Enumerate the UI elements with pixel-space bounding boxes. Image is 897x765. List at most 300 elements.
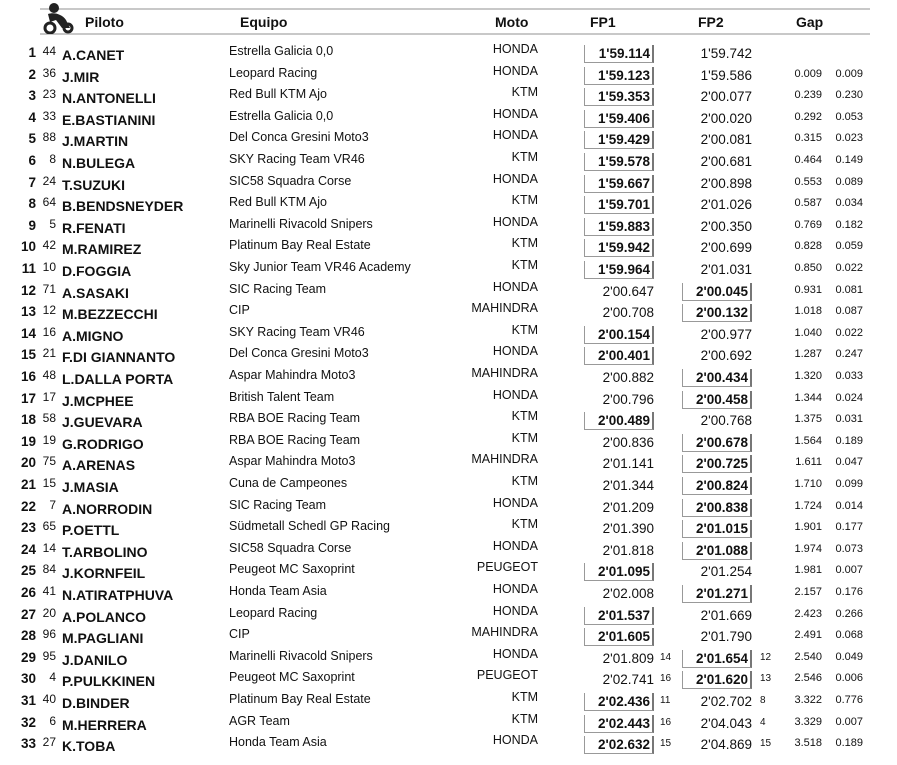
- position-cell: 19: [20, 433, 36, 449]
- gap-previous-cell: 0.023: [835, 132, 863, 145]
- fp2-time-cell: 2'01.790: [700, 629, 752, 645]
- rider-name-cell: M.RAMIREZ: [62, 241, 142, 258]
- rider-name-cell: N.ATIRATPHUVA: [62, 587, 174, 603]
- position-cell: 2: [28, 66, 36, 82]
- manufacturer-cell: HONDA: [492, 171, 538, 186]
- manufacturer-cell: MAHINDRA: [471, 301, 538, 316]
- team-cell: RBA BOE Racing Team: [229, 411, 361, 426]
- manufacturer-cell: HONDA: [492, 582, 538, 596]
- position-cell: 24: [20, 541, 36, 557]
- fp2-time-cell: 2'01.026: [700, 197, 752, 213]
- gap-previous-cell: 0.034: [835, 197, 863, 210]
- fp1-time-cell: 1'59.667: [584, 175, 654, 193]
- fp1-time-cell: 2'01.809: [602, 650, 654, 666]
- position-cell: 1: [28, 45, 36, 60]
- bike-number-cell: 65: [42, 519, 56, 534]
- header-moto: Moto: [495, 14, 529, 30]
- team-cell: Platinum Bay Real Estate: [229, 238, 371, 253]
- gap-previous-cell: 0.059: [835, 240, 863, 253]
- gap-cell: 0.009: [794, 67, 822, 80]
- bike-number-cell: 95: [42, 648, 56, 663]
- fp2-time-cell: 2'00.838: [682, 499, 752, 517]
- fp2-time-cell: 2'00.699: [700, 240, 752, 256]
- team-cell: SIC Racing Team: [229, 497, 327, 512]
- manufacturer-cell: HONDA: [492, 387, 538, 402]
- fp2-time-cell: 1'59.742: [700, 46, 752, 61]
- gap-previous-cell: 0.007: [835, 564, 863, 577]
- bike-number-cell: 42: [42, 238, 56, 253]
- team-cell: Leopard Racing: [229, 605, 318, 620]
- bike-number-cell: 8: [49, 152, 56, 166]
- bike-number-cell: 75: [42, 454, 56, 469]
- fp1-rank-cell: 16: [660, 716, 672, 728]
- rider-name-cell: J.MASIA: [62, 479, 119, 495]
- rider-name-cell: J.MCPHEE: [62, 392, 134, 409]
- fp2-time-cell: 2'04.043: [700, 715, 752, 731]
- gap-cell: 0.239: [794, 89, 822, 102]
- fp2-time-cell: 2'02.702: [700, 694, 752, 709]
- header-fp1: FP1: [590, 14, 616, 30]
- rider-name-cell: L.DALLA PORTA: [62, 371, 174, 387]
- gap-previous-cell: 0.007: [835, 715, 863, 728]
- team-cell: Del Conca Gresini Moto3: [229, 346, 369, 361]
- bike-number-cell: 20: [42, 605, 56, 620]
- gap-previous-cell: 0.009: [835, 67, 863, 80]
- bike-number-cell: 15: [42, 476, 56, 490]
- position-cell: 9: [28, 217, 36, 233]
- gap-cell: 1.611: [795, 456, 822, 469]
- rider-name-cell: J.KORNFEIL: [62, 565, 146, 582]
- fp1-time-cell: 2'01.344: [602, 478, 654, 493]
- gap-cell: 2.491: [794, 629, 822, 642]
- fp1-time-cell: 2'00.882: [602, 370, 654, 385]
- bike-number-cell: 24: [42, 173, 56, 188]
- fp2-time-cell: 2'00.768: [700, 413, 752, 429]
- rider-name-cell: J.MARTIN: [62, 133, 129, 150]
- rider-name-cell: P.PULKKINEN: [62, 673, 156, 690]
- fp2-time-cell: 2'00.350: [700, 218, 752, 234]
- manufacturer-cell: KTM: [511, 711, 538, 726]
- bike-number-cell: 71: [42, 281, 56, 296]
- rider-name-cell: D.BINDER: [62, 695, 130, 711]
- gap-previous-cell: 0.006: [835, 672, 863, 685]
- manufacturer-cell: KTM: [511, 474, 538, 488]
- fp1-time-cell: 2'00.401: [584, 347, 654, 365]
- gap-cell: 1.320: [794, 370, 822, 382]
- team-cell: Estrella Galicia 0,0: [229, 44, 334, 58]
- bike-number-cell: 6: [49, 713, 56, 728]
- gap-cell: 0.292: [794, 110, 822, 123]
- position-cell: 21: [20, 477, 36, 492]
- gap-previous-cell: 0.081: [835, 283, 863, 296]
- team-cell: Del Conca Gresini Moto3: [229, 130, 369, 145]
- header-gap: Gap: [796, 14, 824, 30]
- team-cell: Platinum Bay Real Estate: [229, 692, 371, 706]
- fp2-time-cell: 2'01.669: [700, 607, 752, 623]
- manufacturer-cell: KTM: [511, 322, 538, 337]
- rider-name-cell: R.FENATI: [62, 219, 126, 236]
- team-cell: AGR Team: [229, 713, 290, 728]
- fp1-rank-cell: 11: [660, 695, 671, 706]
- motorcycle-rider-icon: [40, 2, 76, 34]
- manufacturer-cell: HONDA: [492, 128, 538, 143]
- manufacturer-cell: KTM: [511, 85, 538, 100]
- position-cell: 13: [20, 304, 36, 320]
- position-cell: 16: [20, 369, 36, 384]
- fp1-time-cell: 2'01.141: [602, 456, 654, 472]
- table-row: [0, 733, 880, 757]
- team-cell: Honda Team Asia: [229, 584, 327, 598]
- rider-name-cell: M.HERRERA: [62, 716, 147, 733]
- team-cell: Estrella Galicia 0,0: [229, 108, 334, 123]
- gap-previous-cell: 0.089: [835, 175, 863, 188]
- position-cell: 23: [20, 520, 36, 536]
- rider-name-cell: M.BEZZECCHI: [62, 306, 158, 323]
- position-cell: 17: [20, 390, 36, 406]
- gap-previous-cell: 0.776: [835, 694, 863, 706]
- team-cell: Cuna de Campeones: [229, 476, 348, 490]
- fp1-time-cell: 2'01.818: [602, 542, 654, 558]
- gap-cell: 1.040: [794, 326, 822, 339]
- gap-cell: 1.901: [794, 521, 822, 534]
- gap-cell: 3.329: [794, 715, 822, 728]
- gap-previous-cell: 0.177: [835, 521, 863, 534]
- gap-cell: 3.518: [794, 737, 822, 750]
- gap-previous-cell: 0.073: [835, 542, 863, 555]
- rider-name-cell: T.ARBOLINO: [62, 543, 148, 560]
- fp1-time-cell: 2'01.390: [602, 521, 654, 537]
- position-cell: 30: [20, 671, 36, 687]
- fp1-rank-cell: 15: [660, 738, 672, 750]
- gap-previous-cell: 0.049: [835, 650, 863, 663]
- fp1-time-cell: 1'59.429: [584, 131, 654, 149]
- team-cell: Red Bull KTM Ajo: [229, 87, 327, 102]
- manufacturer-cell: PEUGEOT: [476, 560, 538, 575]
- header-piloto: Piloto: [85, 14, 124, 30]
- fp2-time-cell: 2'00.458: [682, 391, 752, 409]
- fp1-time-cell: 2'02.632: [584, 736, 654, 754]
- fp1-time-cell: 1'59.883: [584, 218, 654, 236]
- team-cell: SKY Racing Team VR46: [229, 324, 365, 339]
- position-cell: 10: [20, 239, 36, 255]
- gap-cell: 1.710: [794, 478, 822, 490]
- header-fp2: FP2: [698, 14, 724, 30]
- team-cell: Aspar Mahindra Moto3: [229, 454, 356, 469]
- manufacturer-cell: HONDA: [492, 646, 538, 661]
- fp2-time-cell: 1'59.586: [700, 67, 752, 83]
- fp1-time-cell: 1'59.123: [584, 67, 654, 85]
- rider-name-cell: E.BASTIANINI: [62, 111, 156, 128]
- gap-previous-cell: 0.247: [835, 348, 863, 361]
- gap-cell: 0.464: [794, 154, 822, 166]
- manufacturer-cell: KTM: [511, 150, 538, 164]
- fp2-time-cell: 2'00.898: [700, 175, 752, 191]
- bike-number-cell: 16: [42, 324, 56, 339]
- fp2-time-cell: 2'01.254: [700, 564, 752, 580]
- bike-number-cell: 4: [49, 670, 56, 685]
- rider-name-cell: A.CANET: [62, 47, 125, 63]
- bike-number-cell: 23: [42, 87, 56, 102]
- bike-number-cell: 17: [42, 389, 56, 404]
- rider-name-cell: A.POLANCO: [62, 608, 146, 625]
- manufacturer-cell: KTM: [511, 517, 538, 532]
- rider-name-cell: B.BENDSNEYDER: [62, 198, 184, 215]
- gap-cell: 0.553: [794, 175, 822, 188]
- gap-cell: 0.931: [794, 283, 822, 296]
- manufacturer-cell: KTM: [511, 193, 538, 208]
- rider-name-cell: J.GUEVARA: [62, 414, 143, 431]
- fp1-time-cell: 2'01.605: [584, 628, 654, 646]
- rider-name-cell: T.SUZUKI: [62, 176, 125, 193]
- manufacturer-cell: HONDA: [492, 538, 538, 553]
- gap-previous-cell: 0.230: [835, 89, 863, 102]
- position-cell: 12: [20, 282, 36, 298]
- fp2-rank-cell: 4: [760, 716, 766, 728]
- gap-cell: 0.315: [794, 132, 822, 145]
- bike-number-cell: 64: [42, 195, 56, 210]
- gap-previous-cell: 0.189: [835, 737, 863, 750]
- rider-name-cell: A.NORRODIN: [62, 500, 153, 517]
- manufacturer-cell: KTM: [511, 409, 538, 424]
- gap-previous-cell: 0.033: [835, 370, 863, 382]
- team-cell: Red Bull KTM Ajo: [229, 195, 327, 210]
- manufacturer-cell: MAHINDRA: [471, 625, 538, 640]
- bike-number-cell: 33: [42, 108, 56, 123]
- gap-cell: 3.322: [794, 694, 822, 706]
- fp1-time-cell: 2'01.209: [602, 499, 654, 515]
- fp2-time-cell: 2'00.081: [700, 132, 752, 148]
- header-bottom-rule: [40, 33, 870, 35]
- fp1-time-cell: 2'02.741: [602, 672, 654, 688]
- bike-number-cell: 44: [42, 44, 56, 58]
- rider-name-cell: P.OETTL: [62, 522, 120, 539]
- header-top-rule: [40, 8, 870, 10]
- rider-name-cell: D.FOGGIA: [62, 263, 132, 279]
- bike-number-cell: 84: [42, 562, 56, 577]
- fp1-time-cell: 2'00.836: [602, 434, 654, 450]
- fp2-time-cell: 2'00.077: [700, 89, 752, 105]
- gap-cell: 1.564: [794, 434, 822, 447]
- manufacturer-cell: KTM: [511, 690, 538, 704]
- gap-previous-cell: 0.266: [835, 607, 863, 620]
- fp2-time-cell: 2'00.434: [682, 369, 752, 387]
- bike-number-cell: 96: [42, 627, 56, 642]
- position-cell: 11: [21, 261, 36, 276]
- fp2-time-cell: 2'01.654: [682, 650, 752, 668]
- bike-number-cell: 48: [42, 368, 56, 382]
- manufacturer-cell: HONDA: [492, 733, 538, 748]
- position-cell: 3: [28, 88, 36, 104]
- gap-cell: 0.587: [794, 197, 822, 210]
- fp2-time-cell: 2'00.678: [682, 434, 752, 452]
- fp2-time-cell: 2'00.824: [682, 477, 752, 495]
- position-cell: 4: [28, 109, 36, 125]
- fp1-time-cell: 2'00.708: [602, 305, 654, 321]
- bike-number-cell: 5: [49, 216, 56, 231]
- gap-cell: 1.724: [794, 499, 822, 512]
- fp1-rank-cell: 16: [660, 673, 672, 685]
- position-cell: 7: [28, 174, 36, 190]
- gap-previous-cell: 0.182: [835, 218, 863, 231]
- fp2-time-cell: 2'01.088: [682, 542, 752, 560]
- fp2-time-cell: 2'04.869: [700, 737, 752, 753]
- gap-cell: 0.769: [794, 218, 822, 231]
- gap-previous-cell: 0.022: [835, 262, 863, 274]
- team-cell: Honda Team Asia: [229, 735, 327, 750]
- fp2-time-cell: 2'01.015: [682, 520, 752, 538]
- gap-previous-cell: 0.024: [835, 391, 863, 404]
- manufacturer-cell: HONDA: [492, 344, 538, 359]
- bike-number-cell: 21: [42, 346, 56, 361]
- gap-cell: 1.375: [794, 413, 822, 426]
- manufacturer-cell: KTM: [511, 258, 538, 272]
- fp1-time-cell: 1'59.701: [584, 196, 654, 214]
- rider-name-cell: A.MIGNO: [62, 327, 124, 344]
- manufacturer-cell: HONDA: [492, 42, 538, 56]
- team-cell: Sky Junior Team VR46 Academy: [229, 260, 411, 274]
- fp1-time-cell: 2'00.647: [602, 283, 654, 299]
- rider-name-cell: M.PAGLIANI: [62, 630, 144, 647]
- fp2-time-cell: 2'00.977: [700, 326, 752, 342]
- gap-previous-cell: 0.149: [835, 154, 863, 166]
- fp2-rank-cell: 15: [760, 738, 772, 750]
- team-cell: SIC58 Squadra Corse: [229, 540, 352, 555]
- gap-previous-cell: 0.014: [835, 499, 863, 512]
- team-cell: CIP: [229, 627, 250, 642]
- position-cell: 20: [20, 455, 36, 471]
- team-cell: SIC Racing Team: [229, 281, 327, 296]
- rider-name-cell: A.ARENAS: [62, 457, 136, 474]
- position-cell: 18: [20, 412, 36, 428]
- manufacturer-cell: PEUGEOT: [476, 668, 538, 683]
- fp1-time-cell: 2'02.443: [584, 715, 654, 733]
- fp1-time-cell: 1'59.578: [584, 153, 654, 171]
- header-equipo: Equipo: [240, 14, 288, 30]
- gap-previous-cell: 0.031: [835, 413, 863, 426]
- fp2-time-cell: 2'00.681: [700, 154, 752, 169]
- team-cell: RBA BOE Racing Team: [229, 432, 361, 447]
- fp2-rank-cell: 8: [760, 695, 766, 706]
- fp1-time-cell: 2'01.537: [584, 607, 654, 625]
- table-header: [0, 0, 870, 36]
- fp2-time-cell: 2'01.620: [682, 671, 752, 689]
- team-cell: Peugeot MC Saxoprint: [229, 670, 355, 685]
- fp1-time-cell: 2'01.095: [584, 563, 654, 581]
- position-cell: 29: [20, 649, 36, 665]
- bike-number-cell: 14: [42, 540, 56, 555]
- team-cell: Marinelli Rivacold Snipers: [229, 216, 373, 231]
- fp1-time-cell: 1'59.964: [584, 261, 654, 279]
- rider-name-cell: N.BULEGA: [62, 155, 136, 171]
- position-cell: 25: [20, 563, 36, 579]
- position-cell: 26: [20, 585, 36, 600]
- gap-cell: 1.974: [794, 542, 822, 555]
- fp1-time-cell: 2'00.154: [584, 326, 654, 344]
- fp1-time-cell: 2'02.008: [602, 586, 654, 601]
- gap-previous-cell: 0.176: [835, 586, 863, 598]
- fp1-time-cell: 1'59.942: [584, 239, 654, 257]
- team-cell: CIP: [229, 303, 250, 318]
- team-cell: Leopard Racing: [229, 65, 318, 80]
- position-cell: 33: [20, 736, 36, 752]
- fp2-rank-cell: 13: [760, 673, 772, 685]
- rider-name-cell: J.DANILO: [62, 651, 128, 668]
- position-cell: 14: [20, 325, 36, 341]
- gap-cell: 2.423: [794, 607, 822, 620]
- fp1-time-cell: 2'00.796: [602, 391, 654, 407]
- position-cell: 28: [20, 628, 36, 644]
- gap-cell: 2.546: [794, 672, 822, 685]
- manufacturer-cell: HONDA: [492, 495, 538, 510]
- gap-previous-cell: 0.087: [835, 305, 863, 318]
- rider-name-cell: J.MIR: [62, 68, 100, 85]
- team-cell: Südmetall Schedl GP Racing: [229, 519, 390, 534]
- position-cell: 22: [20, 498, 36, 514]
- gap-previous-cell: 0.053: [835, 110, 863, 123]
- rider-name-cell: N.ANTONELLI: [62, 90, 156, 107]
- manufacturer-cell: HONDA: [492, 214, 538, 229]
- bike-number-cell: 27: [42, 735, 56, 750]
- bike-number-cell: 10: [42, 260, 56, 274]
- gap-cell: 0.828: [794, 240, 822, 253]
- bike-number-cell: 58: [42, 411, 56, 426]
- manufacturer-cell: HONDA: [492, 279, 538, 294]
- fp1-time-cell: 1'59.406: [584, 110, 654, 128]
- manufacturer-cell: MAHINDRA: [471, 452, 538, 467]
- bike-number-cell: 19: [42, 432, 56, 447]
- position-cell: 27: [20, 606, 36, 622]
- gap-cell: 0.850: [794, 262, 822, 274]
- gap-cell: 1.981: [794, 564, 822, 577]
- gap-cell: 2.157: [794, 586, 822, 598]
- fp2-time-cell: 2'00.692: [700, 348, 752, 364]
- gap-cell: 1.018: [794, 305, 822, 318]
- fp2-time-cell: 2'01.031: [700, 262, 752, 277]
- bike-number-cell: 41: [42, 584, 56, 598]
- gap-previous-cell: 0.068: [835, 629, 863, 642]
- fp1-rank-cell: 14: [660, 651, 672, 663]
- manufacturer-cell: KTM: [511, 430, 538, 445]
- fp1-time-cell: 1'59.353: [584, 88, 654, 106]
- gap-previous-cell: 0.189: [835, 434, 863, 447]
- gap-previous-cell: 0.099: [835, 478, 863, 490]
- fp2-time-cell: 2'00.132: [682, 304, 752, 322]
- gap-cell: 1.287: [794, 348, 822, 361]
- fp2-time-cell: 2'01.271: [682, 585, 752, 603]
- bike-number-cell: 12: [42, 303, 56, 318]
- manufacturer-cell: MAHINDRA: [471, 366, 538, 380]
- fp2-time-cell: 2'00.045: [682, 283, 752, 301]
- manufacturer-cell: HONDA: [492, 106, 538, 121]
- manufacturer-cell: HONDA: [492, 63, 538, 78]
- bike-number-cell: 40: [42, 692, 56, 706]
- rider-name-cell: A.SASAKI: [62, 284, 129, 301]
- rider-name-cell: F.DI GIANNANTO: [62, 349, 176, 366]
- manufacturer-cell: HONDA: [492, 603, 538, 618]
- manufacturer-cell: KTM: [511, 236, 538, 251]
- fp1-time-cell: 1'59.114: [584, 45, 654, 63]
- bike-number-cell: 7: [49, 497, 56, 512]
- gap-previous-cell: 0.047: [835, 456, 863, 469]
- position-cell: 32: [20, 714, 36, 730]
- gap-cell: 2.540: [794, 650, 822, 663]
- position-cell: 15: [20, 347, 36, 363]
- gap-cell: 1.344: [794, 391, 822, 404]
- fp2-time-cell: 2'00.020: [700, 110, 752, 126]
- team-cell: British Talent Team: [229, 389, 335, 404]
- position-cell: 6: [28, 153, 36, 168]
- position-cell: 31: [20, 693, 36, 708]
